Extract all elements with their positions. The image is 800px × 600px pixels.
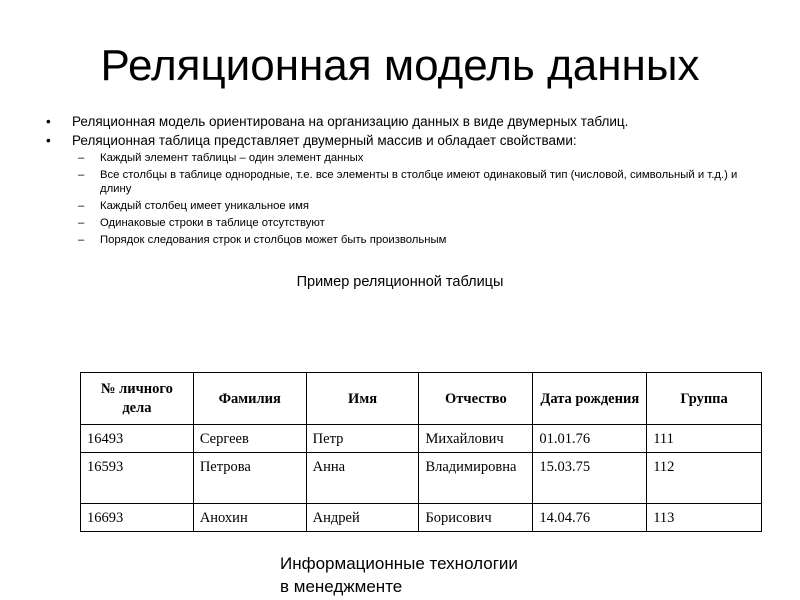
table-cell: 16593 [81, 453, 194, 504]
sub-bullet-item [72, 199, 764, 213]
table-cell: 14.04.76 [533, 504, 647, 532]
table-cell: Петрова [193, 453, 306, 504]
table-caption: Пример реляционной таблицы [296, 274, 504, 290]
bullet-item [44, 133, 764, 247]
table-cell: 16493 [81, 425, 194, 453]
table-row [81, 425, 762, 453]
table-cell: 01.01.76 [533, 425, 647, 453]
bullet-text: Реляционная модель ориентирована на организацию данных в виде двумерных таблиц. [72, 114, 629, 129]
table-row [81, 453, 762, 504]
table-cell: 15.03.75 [533, 453, 647, 504]
table-cell: 111 [647, 425, 762, 453]
table-cell: Анохин [193, 504, 306, 532]
header-group: Группа [647, 373, 762, 425]
sub-bullet-list [72, 151, 764, 247]
bullet-marker: • [46, 114, 51, 129]
header-surname: Фамилия [193, 373, 306, 425]
table-cell: 16693 [81, 504, 194, 532]
bullet-list [44, 114, 764, 250]
header-name: Имя [306, 373, 419, 425]
table-cell: Анна [306, 453, 419, 504]
table-cell: 113 [647, 504, 762, 532]
sub-bullet-text: Каждый элемент таблицы – один элемент данных [100, 152, 364, 164]
header-birth-date: Дата рождения [533, 373, 647, 425]
table-header-row [81, 373, 762, 425]
table-cell: Петр [306, 425, 419, 453]
bullet-item [44, 114, 764, 130]
table-cell: Владимировна [419, 453, 533, 504]
sub-bullet-marker: – [78, 169, 85, 181]
slide-title: Реляционная модель данных [100, 41, 700, 90]
table-cell: Сергеев [193, 425, 306, 453]
slide-footer: Информационные технологии в менеджменте [280, 554, 518, 596]
table-row [81, 504, 762, 532]
sub-bullet-marker: – [78, 200, 85, 212]
sub-bullet-text: Одинаковые строки в таблице отсутствуют [100, 217, 325, 229]
bullet-text: Реляционная таблица представляет двумерный массив и обладает свойствами: [72, 133, 577, 148]
table-cell: Андрей [306, 504, 419, 532]
table-cell: Михайлович [419, 425, 533, 453]
sub-bullet-item [72, 233, 764, 247]
sub-bullet-text: Каждый столбец имеет уникальное имя [100, 200, 310, 212]
header-patronymic: Отчество [419, 373, 533, 425]
header-case-number: № личного дела [81, 373, 194, 425]
table-cell: 112 [647, 453, 762, 504]
sub-bullet-marker: – [78, 217, 85, 229]
sub-bullet-item [72, 216, 764, 230]
sub-bullet-item [72, 151, 764, 165]
sub-bullet-item [72, 168, 764, 196]
table-cell: Борисович [419, 504, 533, 532]
bullet-marker: • [46, 133, 51, 148]
relational-table [80, 372, 762, 532]
sub-bullet-marker: – [78, 234, 85, 246]
sub-bullet-marker: – [78, 152, 85, 164]
sub-bullet-text: Все столбцы в таблице однородные, т.е. все элементы в столбце имеют одинаковый тип (числовой, символьный и т.д.) и длину [100, 169, 738, 195]
sub-bullet-text: Порядок следования строк и столбцов может быть произвольным [100, 234, 447, 246]
